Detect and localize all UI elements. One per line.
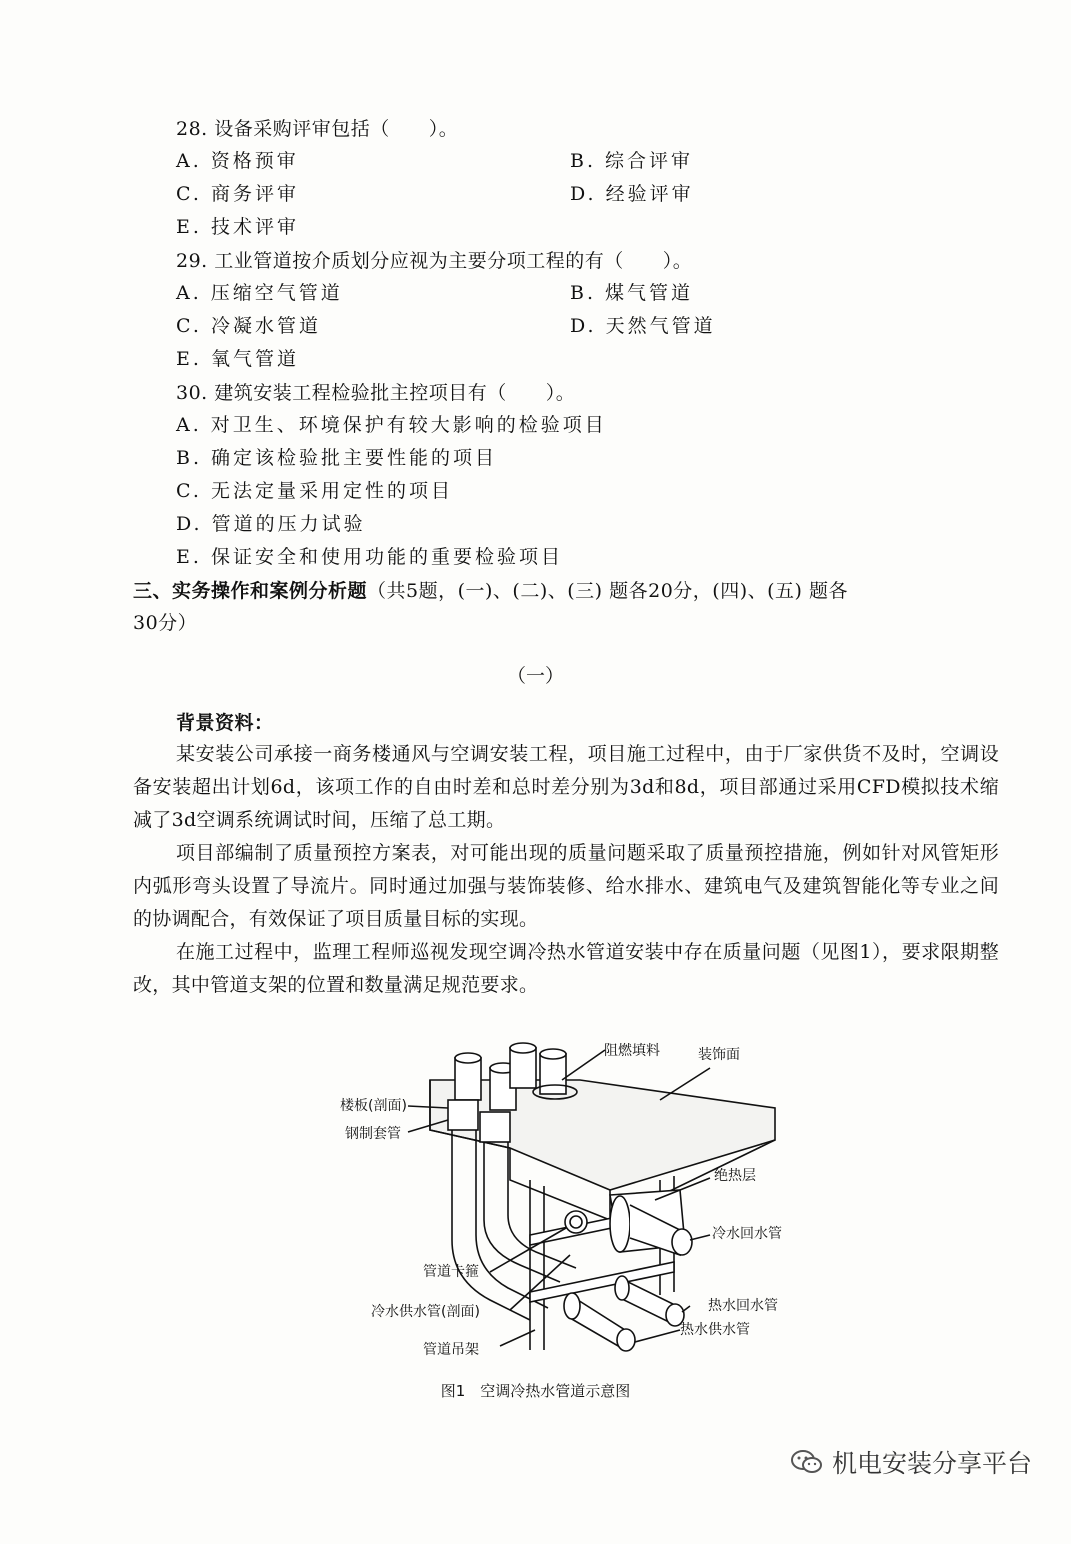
paragraph-3: 在施工过程中，监理工程师巡视发现空调冷热水管道安装中存在质量问题（见图1），要求限期整改，其中管道支架的位置和数量满足规范要求。 (133, 941, 999, 996)
q28-option-a: A. 资格预审 (176, 150, 299, 172)
label-hot-supply: 热水供水管 (680, 1322, 750, 1338)
background-label: 背景资料： (176, 712, 274, 734)
q28-option-e: E. 技术评审 (176, 216, 299, 238)
label-hot-return: 热水回水管 (708, 1298, 778, 1314)
label-finish-surface: 装饰面 (698, 1047, 740, 1063)
q29-option-b: B. 煤气管道 (570, 282, 694, 304)
pipe-riser-4 (540, 1054, 566, 1094)
label-pipe-hanger: 管道吊架 (423, 1342, 479, 1358)
q30-option-b: B. 确定该检验批主要性能的项目 (176, 447, 498, 469)
q30-option-e: E. 保证安全和使用功能的重要检验项目 (176, 546, 563, 568)
q29-option-c: C. 冷凝水管道 (176, 315, 321, 337)
label-chilled-return: 冷水回水管 (712, 1226, 782, 1242)
chilled-return-pipe-end (672, 1229, 692, 1255)
label-floor-slab: 楼板(剖面) (340, 1098, 407, 1114)
label-fire-fill: 阻燃填料 (604, 1043, 660, 1059)
figure-caption: 图1 空调冷热水管道示意图 (440, 1382, 631, 1400)
q30-option-d: D. 管道的压力试验 (176, 513, 366, 535)
pipe-riser-1 (455, 1058, 481, 1100)
pipe-riser-3 (510, 1048, 536, 1088)
case-heading: （一） (506, 665, 564, 687)
section-note-line2: 30分） (133, 612, 198, 634)
label-steel-sleeve: 钢制套管 (345, 1126, 401, 1142)
q29-option-a: A. 压缩空气管道 (176, 282, 343, 304)
section-title: 三、实务操作和案例分析题 (133, 580, 368, 602)
q28-option-b: B. 综合评审 (570, 150, 694, 172)
q28-option-d: D. 经验评审 (570, 183, 694, 205)
watermark (790, 1444, 1032, 1480)
question-29-stem: 29. 工业管道按介质划分应视为主要分项工程的有（ ）。 (176, 250, 693, 272)
section-note: （共5题，(一)、(二)、(三) 题各20分，(四)、(五) 题各 (367, 580, 848, 602)
q29-option-d: D. 天然气管道 (570, 315, 716, 337)
paragraph-2: 项目部编制了质量预控方案表，对可能出现的质量问题采取了质量预控措施，例如针对风管矩形内弧形弯头设置了导流片。同时通过加强与装饰装修、给水排水、建筑电气及建筑智能化等专业之间的协调配合，有效保证了项目质量目标的实现。 (133, 842, 999, 930)
q28-option-c: C. 商务评审 (176, 183, 299, 205)
label-pipe-clamp: 管道卡箍 (423, 1264, 479, 1280)
section-heading (133, 578, 848, 604)
question-28-stem: 28. 设备采购评审包括（ ）。 (176, 118, 459, 140)
label-chilled-supply: 冷水供水管(剖面) (371, 1304, 480, 1320)
question-30-stem: 30. 建筑安装工程检验批主控项目有（ ）。 (176, 382, 576, 404)
q29-option-e: E. 氧气管道 (176, 348, 299, 370)
q30-option-a: A. 对卫生、环境保护有较大影响的检验项目 (176, 414, 607, 436)
paragraph-1: 某安装公司承接一商务楼通风与空调安装工程，项目施工过程中，由于厂家供货不及时，空调设备安装超出计划6d，该项工作的自由时差和总时差分别为3d和8d，项目部通过采用CFD模拟技术缩减了3d空调系统调试时间，压缩了总工期。 (133, 743, 999, 831)
steel-sleeve (448, 1100, 478, 1130)
wechat-icon (790, 1448, 824, 1476)
pipe-clamp-shape (565, 1211, 587, 1233)
watermark-text: 机电安装分享平台 (832, 1449, 1033, 1478)
hot-supply-pipe-end (617, 1329, 635, 1351)
label-insulation: 绝热层 (714, 1168, 756, 1184)
q30-option-c: C. 无法定量采用定性的项目 (176, 480, 453, 502)
